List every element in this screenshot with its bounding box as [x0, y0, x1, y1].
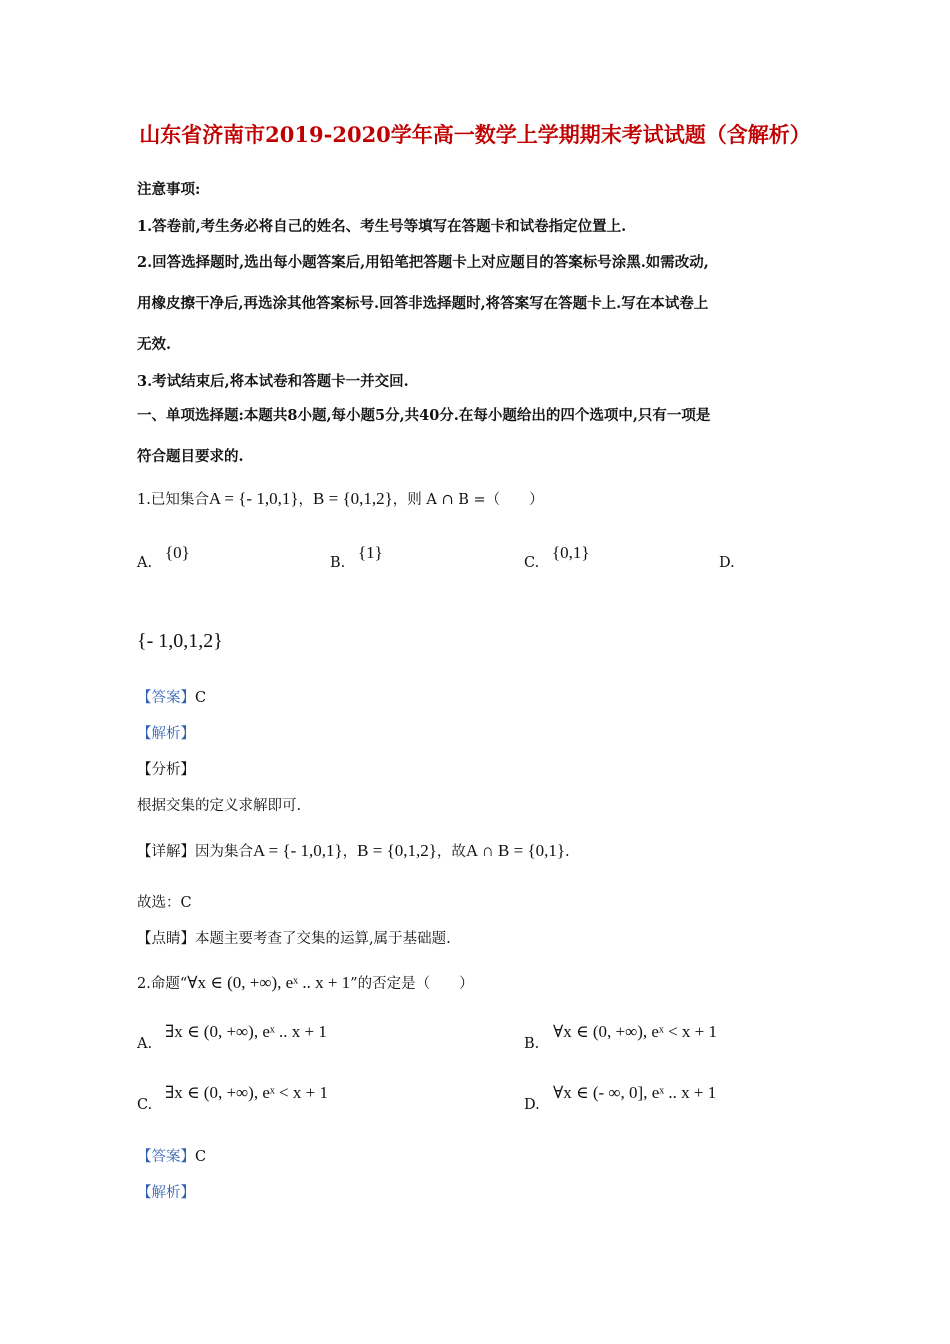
detail-comma: ，	[342, 844, 358, 860]
question-2-proposition: ∀x ∈ (0, +∞), eˣ .. x + 1	[187, 973, 351, 992]
detail-text-1: 因为集合	[195, 844, 253, 860]
question-1-fenxi-tag: 【分析】	[137, 762, 195, 778]
question-1-prefix: 1.已知集合	[137, 492, 209, 508]
question-2-suffix: ”的否定是（ ）	[350, 976, 474, 992]
detail-text-2: ，故	[436, 844, 466, 860]
detail-set-b: B = {0,1,2}	[357, 841, 437, 860]
question-1-comma: ，	[298, 492, 314, 508]
question-1-option-d-label: D.	[719, 555, 735, 571]
detail-result: A ∩ B = {0,1}	[465, 841, 566, 860]
section-heading-line-2: 符合题目要求的.	[137, 448, 244, 465]
detail-set-a: A = {- 1,0,1}	[253, 841, 343, 860]
question-1-option-c: {0,1}	[552, 543, 590, 562]
comment-tag: 【点睛】	[137, 931, 195, 947]
question-2-answer	[137, 1145, 206, 1166]
question-2-option-b: ∀x ∈ (0, +∞), eˣ < x + 1	[553, 1022, 718, 1041]
question-2-option-a-label: A.	[137, 1036, 153, 1052]
answer-tag: 【答案】	[137, 690, 195, 706]
question-1-option-a: {0}	[165, 543, 190, 562]
question-1-set-b: B = {0,1,2}	[313, 489, 393, 508]
question-2-prefix: 2.命题“	[137, 976, 188, 992]
question-1-option-b-label: B.	[330, 555, 346, 571]
answer-tag: 【答案】	[137, 1149, 195, 1165]
question-1-fenxi-text: 根据交集的定义求解即可.	[137, 798, 302, 814]
question-1-set-a: A = {- 1,0,1}	[208, 489, 299, 508]
question-1-suffix: ，则 A ∩ B =（ ）	[392, 492, 544, 508]
question-1-comment	[137, 927, 451, 948]
question-1-option-a-label: A.	[137, 555, 153, 571]
section-heading-line-1: 一、单项选择题:本题共8小题,每小题5分,共40分.在每小题给出的四个选项中,只有一项是	[137, 407, 711, 424]
detail-end: .	[565, 844, 570, 860]
notice-heading: 注意事项:	[137, 181, 201, 198]
answer-value: C	[195, 690, 207, 706]
question-2-option-a: ∃x ∈ (0, +∞), eˣ .. x + 1	[165, 1022, 327, 1041]
question-1-answer	[137, 686, 206, 707]
question-2-option-b-label: B.	[524, 1036, 540, 1052]
question-1-option-d: {- 1,0,1,2}	[137, 630, 223, 652]
question-1-option-b: {1}	[358, 543, 383, 562]
question-1-choose: 故选：C	[137, 895, 192, 911]
notice-item-3: 3.考试结束后,将本试卷和答题卡一并交回.	[137, 373, 409, 390]
question-2-analysis-tag: 【解析】	[137, 1185, 195, 1201]
answer-value: C	[195, 1149, 207, 1165]
question-2-option-c: ∃x ∈ (0, +∞), eˣ < x + 1	[165, 1083, 328, 1102]
comment-text: 本题主要考查了交集的运算,属于基础题.	[195, 931, 451, 947]
question-2-option-c-label: C.	[137, 1097, 153, 1113]
notice-item-2-line-2: 用橡皮擦干净后,再选涂其他答案标号.回答非选择题时,将答案写在答题卡上.写在本试卷上	[137, 295, 709, 312]
question-2-stem	[137, 972, 474, 993]
question-1-stem	[137, 488, 544, 509]
question-1-detail	[137, 840, 570, 861]
question-1-analysis-tag: 【解析】	[137, 726, 195, 742]
notice-item-2-line-1: 2.回答选择题时,选出每小题答案后,用铅笔把答题卡上对应题目的答案标号涂黑.如需改动,	[137, 254, 709, 271]
notice-item-2-line-3: 无效.	[137, 336, 172, 353]
notice-item-1: 1.答卷前,考生务必将自己的姓名、考生号等填写在答题卡和试卷指定位置上.	[137, 218, 627, 235]
question-2-option-d: ∀x ∈ (- ∞, 0], eˣ .. x + 1	[553, 1083, 717, 1102]
detail-tag: 【详解】	[137, 844, 195, 860]
question-1-option-c-label: C.	[524, 555, 540, 571]
question-2-option-d-label: D.	[524, 1097, 540, 1113]
page-title: 山东省济南市2019-2020学年高一数学上学期期末考试试题（含解析）	[139, 122, 811, 147]
